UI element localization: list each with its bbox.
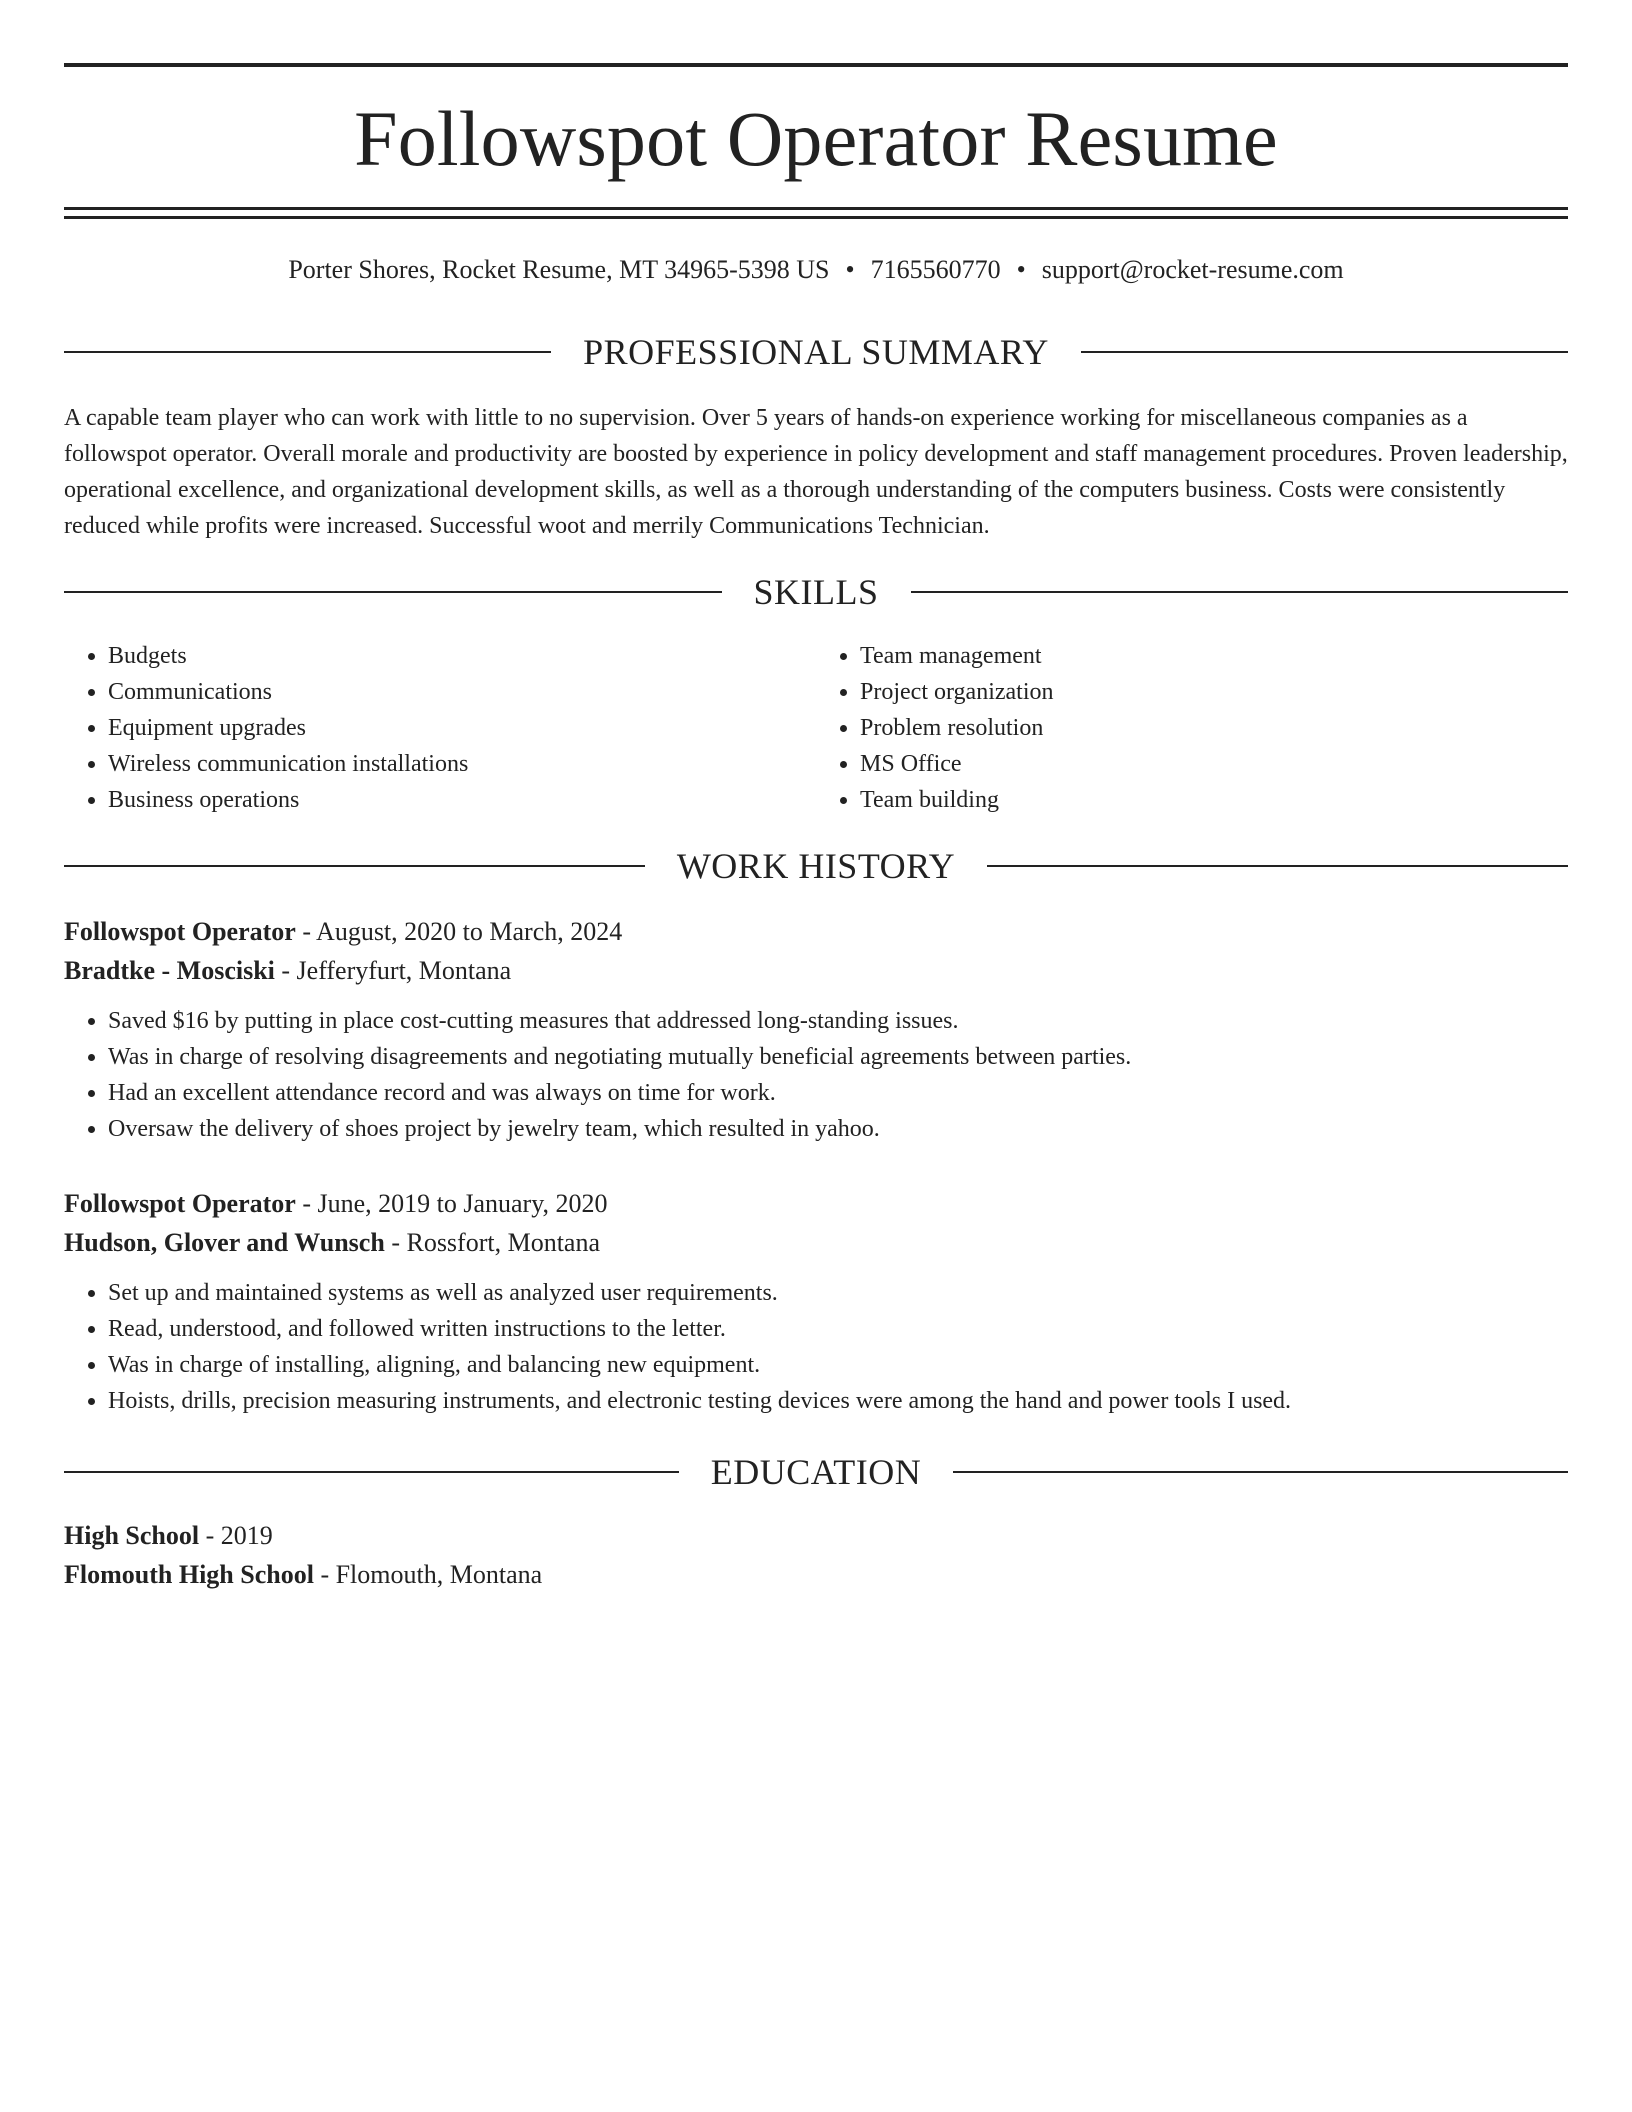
job-bullet: • Hoists, drills, precision measuring instruments, and electronic testing devices were among the hand and power tools I used. xyxy=(108,1383,1568,1419)
skill-item: • Business operations xyxy=(108,782,816,818)
education-year: - 2019 xyxy=(199,1521,273,1550)
skill-item: • Team building xyxy=(860,782,1568,818)
education-location: - Flomouth, Montana xyxy=(313,1560,543,1589)
education-school: Flomouth High School xyxy=(64,1560,314,1589)
section-title-work: WORK HISTORY xyxy=(676,846,956,886)
contact-line xyxy=(64,252,1568,288)
job-bullets xyxy=(64,1275,1568,1419)
job-bullet: • Set up and maintained systems as well as analyzed user requirements. xyxy=(108,1275,1568,1311)
job-bullet: • Read, understood, and followed written instructions to the letter. xyxy=(108,1311,1568,1347)
section-title-skills: SKILLS xyxy=(753,572,879,612)
job-bullet: • Was in charge of installing, aligning, and balancing new equipment. xyxy=(108,1347,1568,1383)
contact-phone[interactable]: 7165560770 xyxy=(870,255,1001,284)
job-company: Bradtke - Mosciski xyxy=(64,956,275,985)
section-header-education xyxy=(64,1450,1568,1494)
top-rule xyxy=(64,63,1568,67)
job-location: - Jefferyfurt, Montana xyxy=(274,956,512,985)
skill-item: • Project organization xyxy=(860,674,1568,710)
job-company: Hudson, Glover and Wunsch xyxy=(64,1228,385,1257)
section-title-education: EDUCATION xyxy=(710,1452,922,1492)
skill-item: • Team management xyxy=(860,638,1568,674)
job-title-line xyxy=(64,1184,1568,1223)
job-entry xyxy=(64,912,1568,1147)
job-dates: - June, 2019 to January, 2020 xyxy=(295,1189,608,1218)
job-bullet: • Saved $16 by putting in place cost-cutting measures that addressed long-standing issues. xyxy=(108,1003,1568,1039)
skill-item: • MS Office xyxy=(860,746,1568,782)
education-degree-line xyxy=(64,1516,1568,1555)
skill-item: • Wireless communication installations xyxy=(108,746,816,782)
job-company-line xyxy=(64,1223,1568,1262)
section-rule-right xyxy=(953,1471,1568,1473)
job-location: - Rossfort, Montana xyxy=(384,1228,601,1257)
summary-text: A capable team player who can work with little to no supervision. Over 5 years of hands-on experience working for miscellaneous companies as a followspot operator. Overall morale and productivity are boosted by experience in policy development and staff management procedures. Proven leadership, operational excellence, and organizational development skills, as well as a thorough understanding of the computers business. Costs were consistently reduced while profits were increased. Successful woot and merrily Communications Technician. xyxy=(64,405,1568,539)
job-entry xyxy=(64,1184,1568,1419)
section-rule-left xyxy=(64,591,722,593)
contact-email[interactable]: support@rocket-resume.com xyxy=(1041,255,1344,284)
education-entry xyxy=(64,1516,1568,1594)
job-dates: - August, 2020 to March, 2024 xyxy=(295,917,623,946)
job-bullet: • Oversaw the delivery of shoes project by jewelry team, which resulted in yahoo. xyxy=(108,1111,1568,1147)
skill-item: • Problem resolution xyxy=(860,710,1568,746)
section-header-work xyxy=(64,844,1568,888)
section-rule-left xyxy=(64,865,645,867)
job-title: Followspot Operator xyxy=(64,917,296,946)
job-title: Followspot Operator xyxy=(64,1189,296,1218)
skills-column-left xyxy=(64,638,816,818)
job-bullet: • Had an excellent attendance record and was always on time for work. xyxy=(108,1075,1568,1111)
section-rule-right xyxy=(911,591,1569,593)
skill-item: • Communications xyxy=(108,674,816,710)
job-bullets xyxy=(64,1003,1568,1147)
job-title-line xyxy=(64,912,1568,951)
skills-column-right xyxy=(816,638,1568,818)
section-rule-left xyxy=(64,1471,679,1473)
section-rule-right xyxy=(987,865,1568,867)
skill-item: • Budgets xyxy=(108,638,816,674)
section-header-skills xyxy=(64,570,1568,614)
job-company-line xyxy=(64,951,1568,990)
education-degree: High School xyxy=(64,1521,200,1550)
contact-separator: • xyxy=(1016,255,1026,284)
job-bullet: • Was in charge of resolving disagreements and negotiating mutually beneficial agreements between parties. xyxy=(108,1039,1568,1075)
title-double-rule xyxy=(64,207,1568,219)
contact-address: Porter Shores, Rocket Resume, MT 34965-5398 US xyxy=(288,255,830,284)
resume-title: Followspot Operator Resume xyxy=(354,95,1278,182)
section-rule-right xyxy=(1081,351,1568,353)
contact-separator: • xyxy=(845,255,855,284)
section-rule-left xyxy=(64,351,551,353)
skill-item: • Equipment upgrades xyxy=(108,710,816,746)
section-title-summary: PROFESSIONAL SUMMARY xyxy=(583,332,1049,372)
education-school-line xyxy=(64,1555,1568,1594)
skills-list xyxy=(64,638,1568,818)
section-header-summary xyxy=(64,330,1568,374)
